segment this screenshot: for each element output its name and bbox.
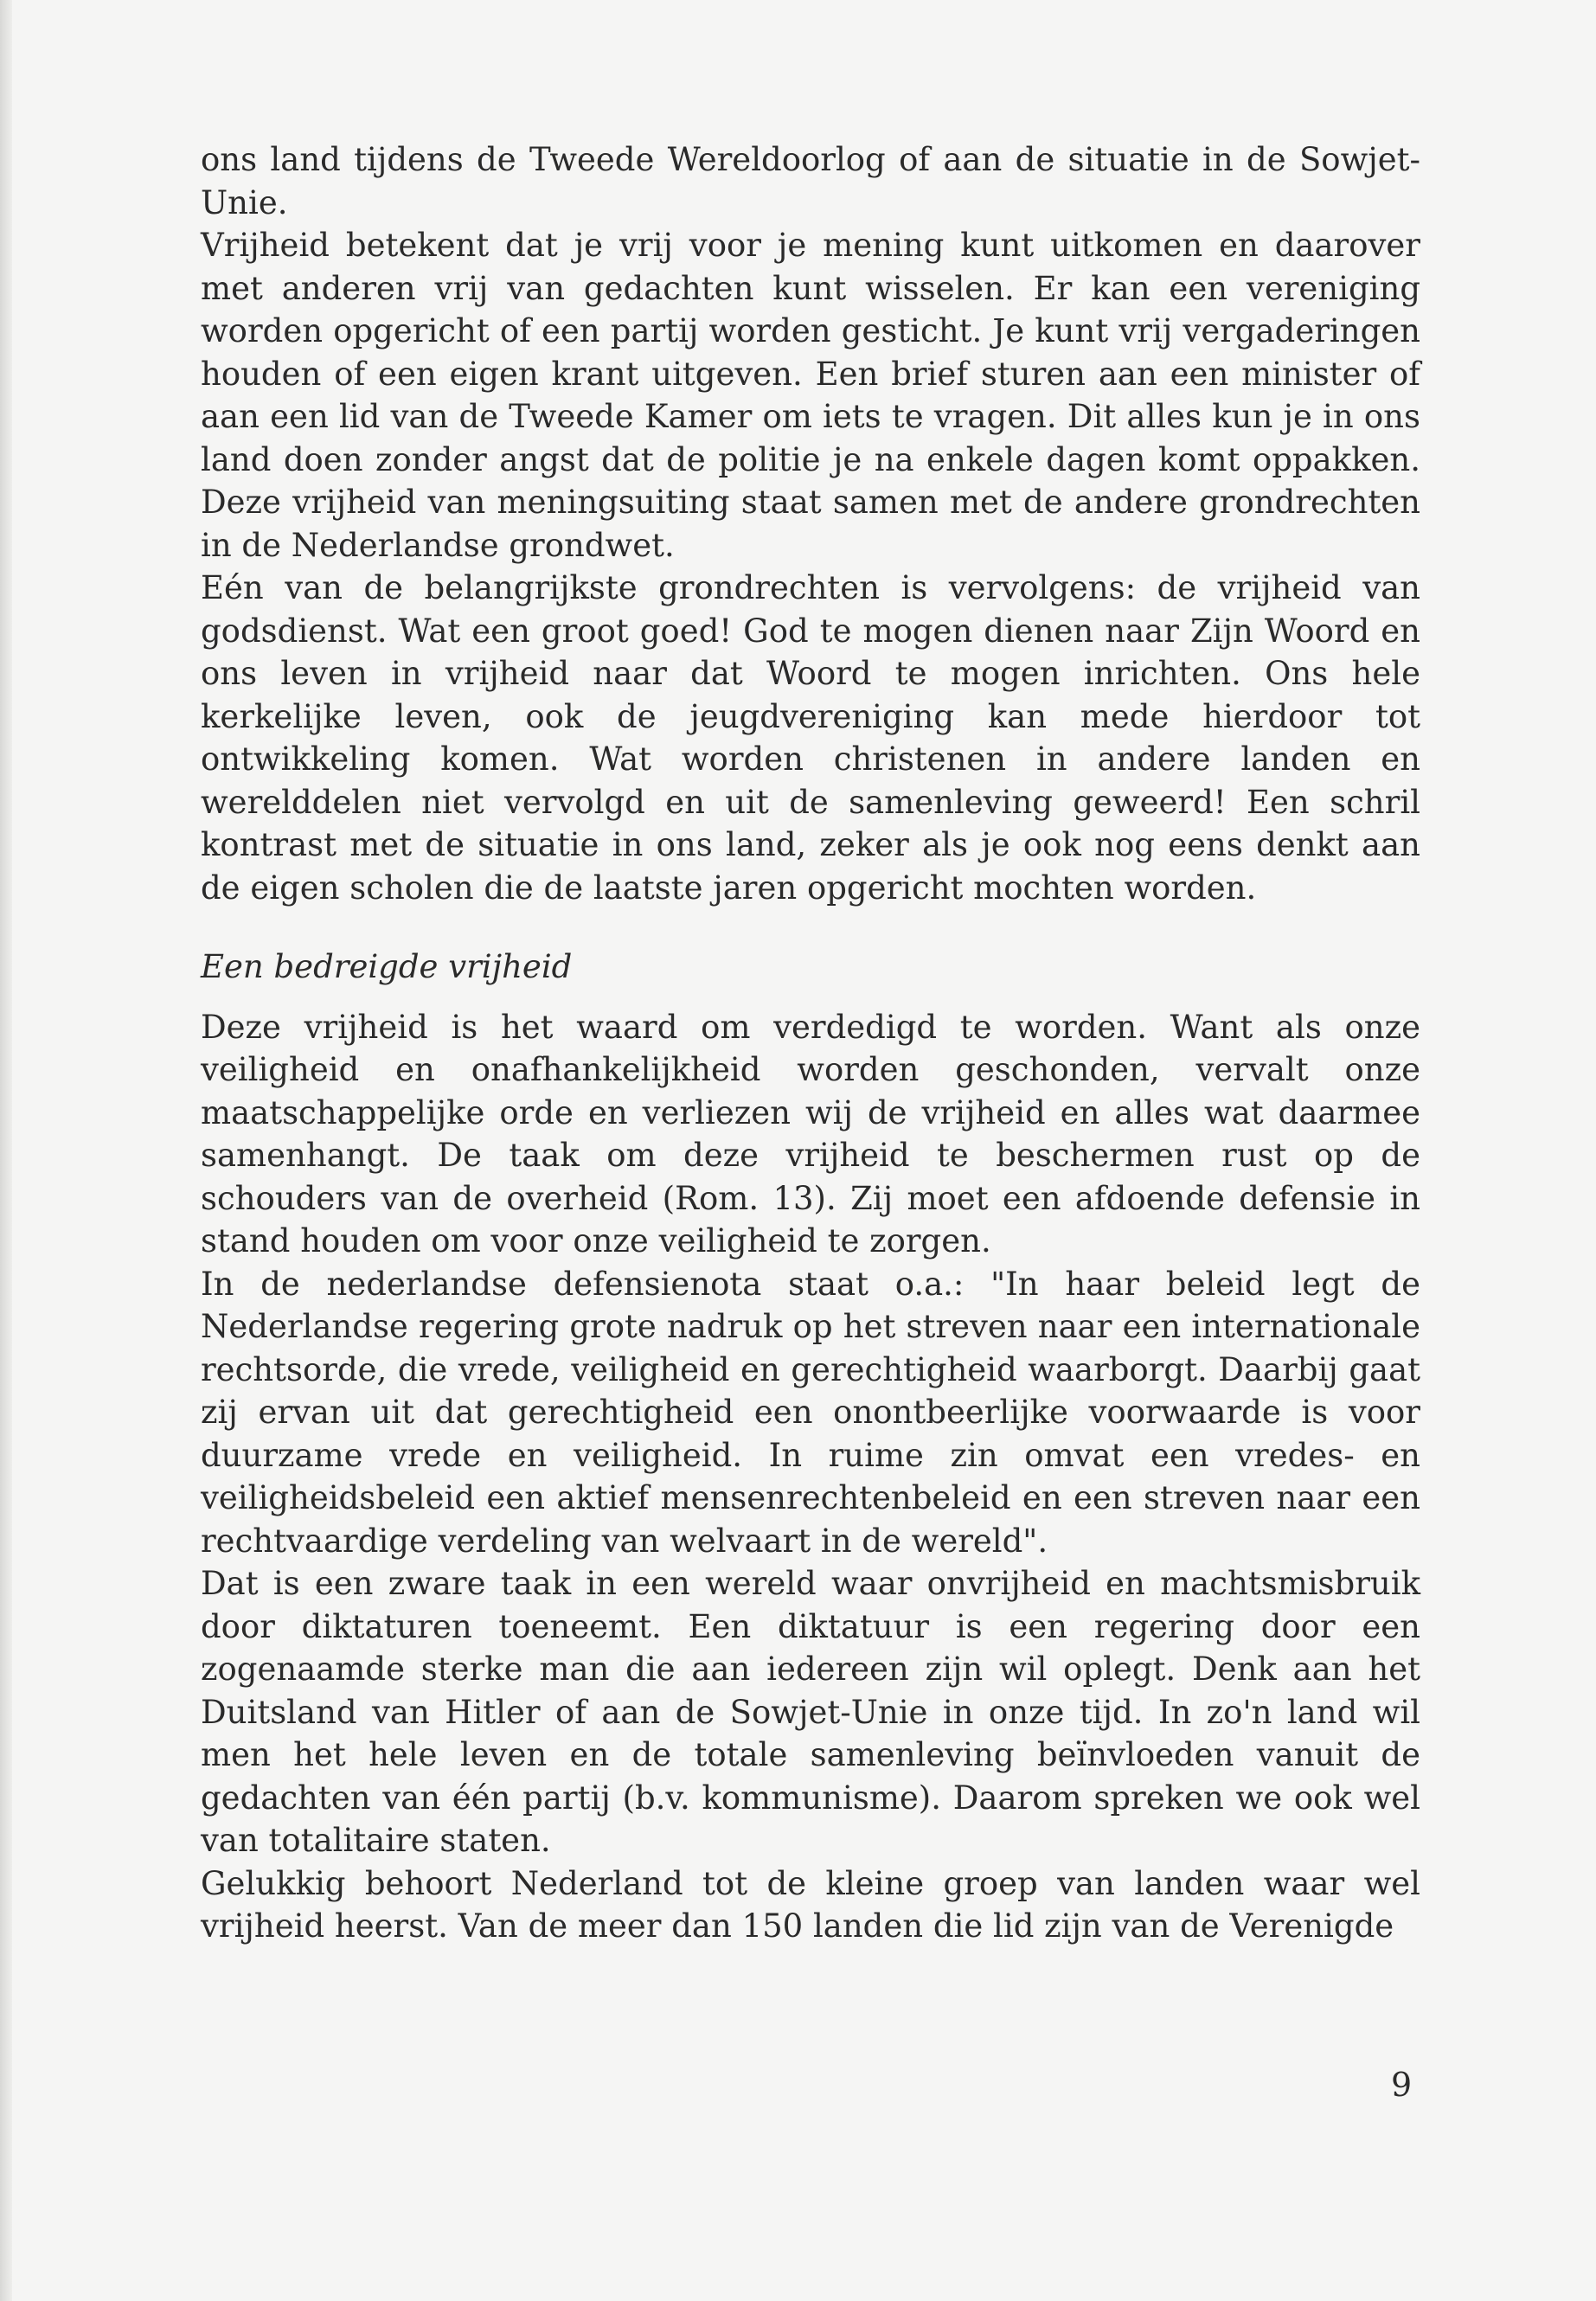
page-number: 9	[1391, 2066, 1413, 2104]
paragraph: ons land tijdens de Tweede Wereldoorlog of aan de situatie in de Sowjet-Unie.	[201, 141, 1420, 221]
section-heading: Een bedreigde vrijheid	[201, 948, 573, 985]
paragraph: Dat is een zware taak in een wereld waar onvrijheid en machtsmisbruik door diktaturen toeneemt. Een diktatuur is een regering door een zogenaamde sterke man die aan iedereen zijn wil oplegt. Denk aan het Duitsland van Hitler of aan de Sowjet-Unie in onze tijd. In zo'n land wil men het hele leven en de totale samenleving beïnvloeden vanuit de gedachten van één partij (b.v. kommunisme). Daarom spreken we ook wel van totalitaire staten.	[201, 1565, 1420, 1859]
body-text	[201, 138, 1420, 1948]
paragraph: In de nederlandse defensienota staat o.a.: "In haar beleid legt de Nederlandse regering grote nadruk op het streven naar een internationale rechtsorde, die vrede, veiligheid en gerechtigheid waarborgt. Daarbij gaat zij ervan uit dat gerechtigheid een onontbeerlijke voorwaarde is voor duurzame vrede en veiligheid. In ruime zin omvat een vredes- en veiligheidsbeleid een aktief mensenrechtenbeleid en een streven naar een rechtvaardige verdeling van welvaart in de wereld".	[201, 1265, 1420, 1560]
paragraph: Vrijheid betekent dat je vrij voor je mening kunt uitkomen en daarover met anderen vrij van gedachten kunt wisselen. Er kan een vereniging worden opgericht of een partij worden gesticht. Je kunt vrij vergaderingen houden of een eigen krant uitgeven. Een brief sturen aan een minister of aan een lid van de Tweede Kamer om iets te vragen. Dit alles kun je in ons land doen zonder angst dat de politie je na enkele dagen komt oppakken. Deze vrijheid van meningsuiting staat samen met de andere grondrechten in de Nederlandse grondwet.	[201, 227, 1420, 564]
paragraph: Gelukkig behoort Nederland tot de kleine groep van landen waar wel vrijheid heerst. Van de meer dan 150 landen die lid zijn van de Verenigde	[201, 1864, 1420, 1945]
paragraph: Deze vrijheid is het waard om verdedigd te worden. Want als onze veiligheid en onafhankelijkheid worden geschonden, vervalt onze maatschappelijke orde en verliezen wij de vrijheid en alles wat daarmee samenhangt. De taak om deze vrijheid te beschermen rust op de schouders van de overheid (Rom. 13). Zij moet een afdoende defensie in stand houden om voor onze veiligheid te zorgen.	[201, 1008, 1420, 1259]
page-binding-edge	[0, 0, 12, 2301]
paragraph: Eén van de belangrijkste grondrechten is vervolgens: de vrijheid van godsdienst. Wat een groot goed! God te mogen dienen naar Zijn Woord en ons leven in vrijheid naar dat Woord te mogen inrichten. Ons hele kerkelijke leven, ook de jeugdvereniging kan mede hierdoor tot ontwikkeling komen. Wat worden christenen in andere landen en werelddelen niet vervolgd en uit de samenleving geweerd! Een schril kontrast met de situatie in ons land, zeker als je ook nog eens denkt aan de eigen scholen die de laatste jaren opgericht mochten worden.	[201, 569, 1420, 907]
